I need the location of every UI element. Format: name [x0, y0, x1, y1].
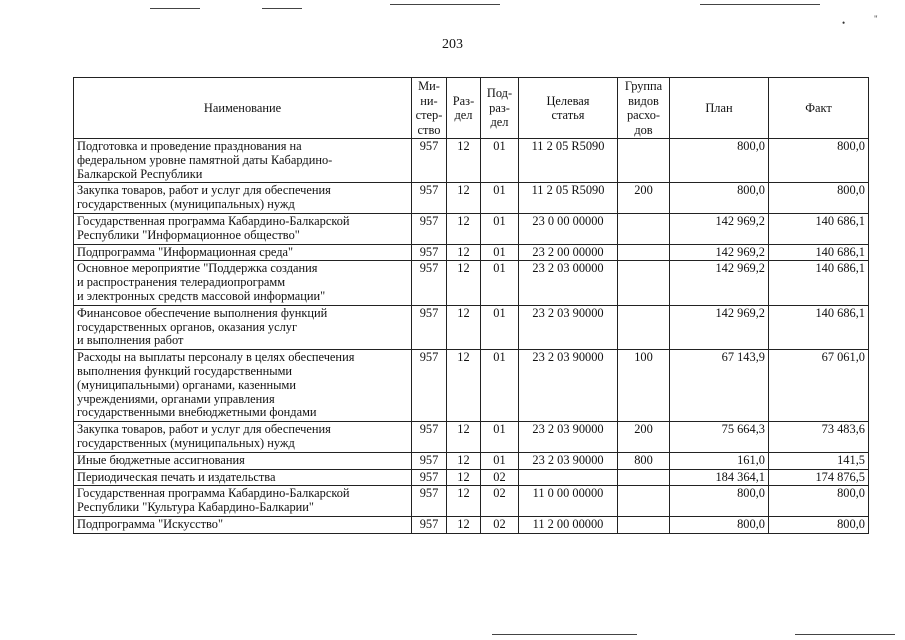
budget-table — [73, 77, 869, 534]
cell-name — [74, 486, 412, 517]
table-row — [74, 244, 869, 261]
cell-target: 11 2 05 R5090 — [519, 183, 618, 214]
table-row — [74, 486, 869, 517]
cell-name-line: Иные бюджетные ассигнования — [77, 452, 245, 467]
cell-group — [618, 139, 670, 183]
cell-plan: 75 664,3 — [670, 422, 769, 453]
cell-target: 11 2 05 R5090 — [519, 139, 618, 183]
scan-artifact-line — [262, 8, 302, 9]
cell-group — [618, 261, 670, 305]
cell-group: 100 — [618, 350, 670, 422]
header-subsection: Под- раз- дел — [481, 78, 519, 139]
cell-ministry: 957 — [412, 469, 447, 486]
cell-name-line: Подпрограмма "Искусство" — [77, 516, 224, 531]
cell-group — [618, 469, 670, 486]
cell-name-line: Расходы на выплаты персоналу в целях обеспечения — [77, 350, 355, 365]
cell-name-line: Государственная программа Кабардино-Балкарской — [77, 213, 350, 228]
cell-fact: 800,0 — [769, 516, 869, 533]
cell-group: 800 — [618, 452, 670, 469]
cell-section: 12 — [447, 305, 481, 349]
cell-plan: 800,0 — [670, 183, 769, 214]
cell-target: 23 2 00 00000 — [519, 244, 618, 261]
cell-fact: 141,5 — [769, 452, 869, 469]
header-ministry: Ми- ни- стер- ство — [412, 78, 447, 139]
cell-name — [74, 516, 412, 533]
cell-ministry: 957 — [412, 305, 447, 349]
cell-subsection: 01 — [481, 305, 519, 349]
scan-speck: • — [842, 18, 846, 28]
cell-ministry: 957 — [412, 452, 447, 469]
cell-name-line: Подпрограмма "Информационная среда" — [77, 244, 294, 259]
header-plan: План — [670, 78, 769, 139]
cell-fact: 140 686,1 — [769, 213, 869, 244]
cell-subsection: 02 — [481, 469, 519, 486]
cell-name-line: Государственная программа Кабардино-Балкарской — [77, 486, 350, 501]
cell-target: 11 0 00 00000 — [519, 486, 618, 517]
table-row — [74, 516, 869, 533]
cell-plan: 800,0 — [670, 486, 769, 517]
cell-ministry: 957 — [412, 183, 447, 214]
cell-name-line: государственных (муниципальных) нужд — [77, 435, 295, 450]
cell-name-line: Финансовое обеспечение выполнения функций — [77, 305, 328, 320]
cell-ministry: 957 — [412, 486, 447, 517]
cell-subsection: 01 — [481, 139, 519, 183]
cell-plan: 184 364,1 — [670, 469, 769, 486]
cell-fact: 800,0 — [769, 139, 869, 183]
cell-name-line: и распространения телерадиопрограмм — [77, 275, 286, 290]
cell-name-line: учреждениями, органами управления — [77, 391, 275, 406]
cell-group — [618, 213, 670, 244]
scan-artifact-line — [492, 634, 637, 635]
cell-ministry: 957 — [412, 139, 447, 183]
table-row — [74, 452, 869, 469]
cell-plan: 142 969,2 — [670, 244, 769, 261]
cell-name — [74, 244, 412, 261]
header-section: Раз- дел — [447, 78, 481, 139]
cell-name — [74, 261, 412, 305]
cell-section: 12 — [447, 516, 481, 533]
cell-group — [618, 305, 670, 349]
cell-fact: 140 686,1 — [769, 244, 869, 261]
cell-name — [74, 139, 412, 183]
cell-plan: 800,0 — [670, 516, 769, 533]
cell-name-line: Закупка товаров, работ и услуг для обеспечения — [77, 422, 331, 437]
cell-group: 200 — [618, 422, 670, 453]
table-header-row — [74, 78, 869, 139]
table-row — [74, 350, 869, 422]
cell-section: 12 — [447, 469, 481, 486]
cell-ministry: 957 — [412, 244, 447, 261]
cell-target: 23 2 03 90000 — [519, 350, 618, 422]
cell-fact: 140 686,1 — [769, 261, 869, 305]
table-row — [74, 139, 869, 183]
cell-name — [74, 350, 412, 422]
cell-name-line: и электронных средств массовой информации" — [77, 288, 326, 303]
table-row — [74, 469, 869, 486]
cell-name — [74, 422, 412, 453]
cell-fact: 140 686,1 — [769, 305, 869, 349]
cell-name-line: государственных (муниципальных) нужд — [77, 197, 295, 212]
cell-subsection: 01 — [481, 213, 519, 244]
cell-subsection: 01 — [481, 244, 519, 261]
cell-name-line: Балкарской Республики — [77, 166, 203, 181]
cell-subsection: 02 — [481, 486, 519, 517]
cell-subsection: 01 — [481, 350, 519, 422]
cell-section: 12 — [447, 244, 481, 261]
cell-name-line: Подготовка и проведение празднования на — [77, 139, 302, 153]
page-number: 203 — [442, 37, 463, 52]
table-body — [74, 139, 869, 534]
scan-artifact-line — [390, 4, 500, 5]
cell-name-line: Республики "Культура Кабардино-Балкарии" — [77, 500, 314, 515]
cell-name-line: государственных органов, оказания услуг — [77, 319, 298, 334]
header-target: Целевая статья — [519, 78, 618, 139]
cell-plan: 161,0 — [670, 452, 769, 469]
cell-ministry: 957 — [412, 350, 447, 422]
cell-section: 12 — [447, 213, 481, 244]
cell-subsection: 01 — [481, 422, 519, 453]
cell-fact: 800,0 — [769, 486, 869, 517]
header-name: Наименование — [74, 78, 412, 139]
scan-artifact-line — [150, 8, 200, 9]
cell-name — [74, 213, 412, 244]
scan-artifact-line — [700, 4, 820, 5]
cell-fact: 73 483,6 — [769, 422, 869, 453]
cell-ministry: 957 — [412, 516, 447, 533]
cell-group: 200 — [618, 183, 670, 214]
header-group: Группа видов расхо- дов — [618, 78, 670, 139]
cell-section: 12 — [447, 422, 481, 453]
cell-fact: 800,0 — [769, 183, 869, 214]
cell-name-line: и выполнения работ — [77, 333, 184, 348]
cell-group — [618, 486, 670, 517]
cell-plan: 142 969,2 — [670, 261, 769, 305]
cell-target: 11 2 00 00000 — [519, 516, 618, 533]
cell-subsection: 01 — [481, 261, 519, 305]
cell-target: 23 2 03 90000 — [519, 305, 618, 349]
table-row — [74, 305, 869, 349]
cell-name-line: Республики "Информационное общество" — [77, 227, 300, 242]
cell-target — [519, 469, 618, 486]
cell-name-line: Закупка товаров, работ и услуг для обеспечения — [77, 183, 331, 198]
cell-target: 23 2 03 90000 — [519, 422, 618, 453]
cell-section: 12 — [447, 350, 481, 422]
cell-ministry: 957 — [412, 422, 447, 453]
scan-speck: " — [874, 14, 878, 24]
table-row — [74, 261, 869, 305]
header-fact: Факт — [769, 78, 869, 139]
table-row — [74, 213, 869, 244]
cell-group — [618, 244, 670, 261]
cell-name — [74, 183, 412, 214]
cell-target: 23 2 03 00000 — [519, 261, 618, 305]
cell-subsection: 01 — [481, 452, 519, 469]
cell-name — [74, 469, 412, 486]
cell-subsection: 02 — [481, 516, 519, 533]
cell-fact: 174 876,5 — [769, 469, 869, 486]
cell-name-line: государственными внебюджетными фондами — [77, 405, 317, 420]
cell-name-line: Периодическая печать и издательства — [77, 469, 276, 484]
cell-plan: 67 143,9 — [670, 350, 769, 422]
table-row — [74, 422, 869, 453]
cell-name-line: Основное мероприятие "Поддержка создания — [77, 261, 318, 276]
cell-target: 23 2 03 90000 — [519, 452, 618, 469]
scan-artifact-line — [795, 634, 895, 635]
cell-ministry: 957 — [412, 261, 447, 305]
cell-plan: 800,0 — [670, 139, 769, 183]
cell-name — [74, 305, 412, 349]
cell-section: 12 — [447, 486, 481, 517]
cell-fact: 67 061,0 — [769, 350, 869, 422]
cell-group — [618, 516, 670, 533]
cell-plan: 142 969,2 — [670, 213, 769, 244]
cell-name — [74, 452, 412, 469]
cell-section: 12 — [447, 261, 481, 305]
cell-name-line: федеральном уровне памятной даты Кабардино- — [77, 152, 333, 167]
cell-name-line: выполнения функций государственными — [77, 363, 293, 378]
table-row — [74, 183, 869, 214]
cell-name-line: (муниципальными) органами, казенными — [77, 377, 296, 392]
cell-section: 12 — [447, 139, 481, 183]
cell-section: 12 — [447, 452, 481, 469]
cell-target: 23 0 00 00000 — [519, 213, 618, 244]
cell-subsection: 01 — [481, 183, 519, 214]
cell-section: 12 — [447, 183, 481, 214]
cell-plan: 142 969,2 — [670, 305, 769, 349]
cell-ministry: 957 — [412, 213, 447, 244]
